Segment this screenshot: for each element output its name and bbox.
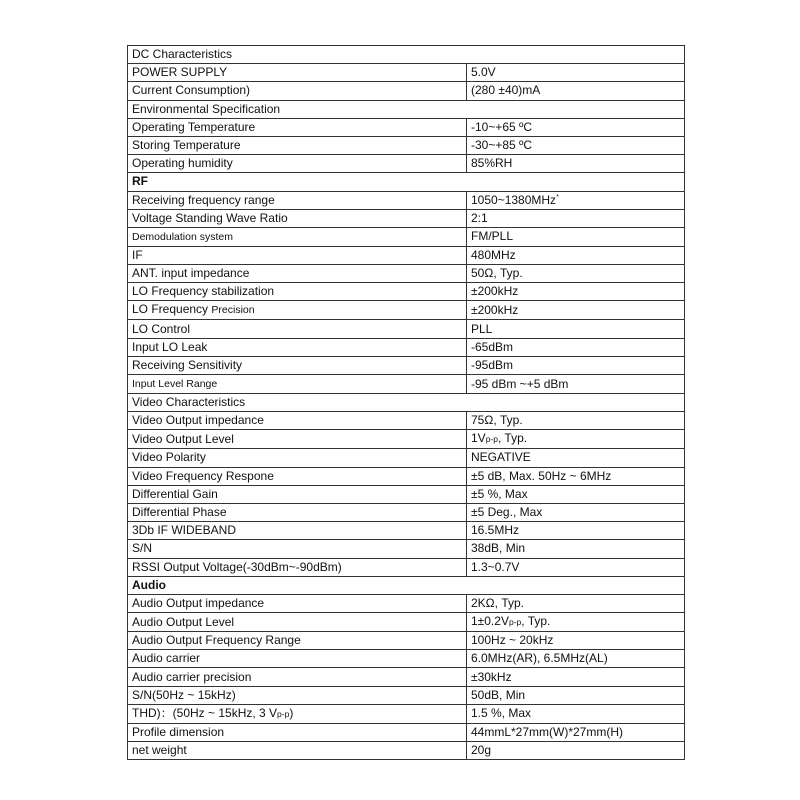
spec-value-text: ±5 Deg., Max	[471, 505, 543, 520]
specification-table-body	[128, 46, 685, 760]
spec-label-text: Audio carrier precision	[132, 669, 252, 684]
spec-value-text: 16.5MHz	[471, 523, 520, 538]
spec-label	[128, 449, 467, 467]
spec-row	[128, 686, 685, 704]
section-title: Environmental Specification	[128, 100, 685, 118]
spec-label-text: Operating Temperature	[132, 119, 256, 134]
spec-label-text: Input Level Range	[132, 378, 218, 390]
spec-row	[128, 412, 685, 430]
spec-label	[128, 82, 467, 100]
spec-row	[128, 742, 685, 760]
spec-label	[128, 412, 467, 430]
spec-row	[128, 704, 685, 723]
section-title: Audio	[128, 576, 685, 594]
spec-label	[128, 265, 467, 283]
spec-value-text: 1050~1380MHz	[471, 192, 557, 207]
spec-row	[128, 64, 685, 82]
spec-label-text: POWER SUPPLY	[132, 65, 228, 80]
spec-label	[128, 118, 467, 136]
spec-value	[467, 227, 685, 246]
spec-row	[128, 485, 685, 503]
spec-value	[467, 594, 685, 612]
spec-row	[128, 449, 685, 467]
spec-label	[128, 356, 467, 374]
spec-value	[467, 320, 685, 338]
spec-label	[128, 191, 467, 209]
spec-row	[128, 338, 685, 356]
spec-value-text: ±200kHz	[471, 302, 519, 317]
section-header-row	[128, 576, 685, 594]
spec-label-text: Storing Temperature	[132, 138, 241, 153]
spec-label	[128, 668, 467, 686]
spec-label-text: S/N	[132, 541, 153, 556]
spec-label	[128, 430, 467, 449]
spec-row	[128, 540, 685, 558]
spec-value-tail: , Typ.	[521, 614, 551, 629]
spec-label-text: S/N(50Hz ~ 15kHz)	[132, 687, 236, 702]
spec-value	[467, 82, 685, 100]
spec-row	[128, 155, 685, 173]
spec-value	[467, 265, 685, 283]
spec-value	[467, 540, 685, 558]
spec-label-text: net weight	[132, 743, 187, 758]
spec-label	[128, 650, 467, 668]
spec-value	[467, 449, 685, 467]
spec-value	[467, 613, 685, 632]
spec-value	[467, 558, 685, 576]
spec-row	[128, 723, 685, 741]
spec-value	[467, 412, 685, 430]
spec-value	[467, 136, 685, 154]
spec-value	[467, 742, 685, 760]
spec-label-text: Audio Output impedance	[132, 595, 265, 610]
spec-value-text: -65dBm	[471, 339, 514, 354]
spec-value	[467, 155, 685, 173]
spec-value-text: 85%RH	[471, 156, 513, 171]
spec-value-text: ±30kHz	[471, 669, 512, 684]
specification-table	[127, 45, 685, 760]
spec-label-text: Video Output Level	[132, 431, 234, 446]
spec-value-text: -95dBm	[471, 357, 514, 372]
spec-value-text: -10~+65 ºC	[471, 119, 533, 134]
spec-value	[467, 485, 685, 503]
spec-label	[128, 136, 467, 154]
spec-value	[467, 356, 685, 374]
spec-value	[467, 704, 685, 723]
spec-row	[128, 594, 685, 612]
spec-label-text: 3Db IF WIDEBAND	[132, 523, 237, 538]
spec-label	[128, 540, 467, 558]
spec-value-text: 50Ω, Typ.	[471, 266, 523, 281]
spec-label	[128, 64, 467, 82]
spec-row	[128, 558, 685, 576]
section-header-row	[128, 100, 685, 118]
spec-label-text: LO Frequency stabilization	[132, 284, 275, 299]
spec-value	[467, 64, 685, 82]
spec-value	[467, 246, 685, 264]
spec-row	[128, 191, 685, 209]
spec-value-text: 2KΩ, Typ.	[471, 595, 524, 610]
spec-value	[467, 338, 685, 356]
spec-value-text: 50dB, Min	[471, 687, 526, 702]
spec-label-text: Receiving frequency range	[132, 192, 275, 207]
spec-value-text: PLL	[471, 321, 493, 336]
spec-label-text: Video Output impedance	[132, 413, 264, 428]
section-header-row	[128, 46, 685, 64]
section-header-row	[128, 394, 685, 412]
spec-label-text: Receiving Sensitivity	[132, 357, 243, 372]
spec-value-text: 44mmL*27mm(W)*27mm(H)	[471, 724, 624, 739]
spec-row	[128, 430, 685, 449]
spec-label-text: IF	[132, 247, 143, 262]
spec-label	[128, 613, 467, 632]
spec-label-text: RSSI Output Voltage(-30dBm~-90dBm)	[132, 559, 342, 574]
spec-label-text: Differential Phase	[132, 505, 227, 520]
spec-label	[128, 338, 467, 356]
spec-row	[128, 650, 685, 668]
spec-row	[128, 356, 685, 374]
spec-label-text: LO Frequency	[132, 302, 209, 317]
spec-label-text: Video Frequency Respone	[132, 468, 274, 483]
spec-row	[128, 320, 685, 338]
spec-value-subscript: p-p	[485, 434, 498, 445]
spec-value-text: ±5 %, Max	[471, 486, 528, 501]
spec-label	[128, 467, 467, 485]
section-title: Video Characteristics	[128, 394, 685, 412]
spec-value-text: NEGATIVE	[471, 450, 531, 465]
spec-row	[128, 82, 685, 100]
spec-value	[467, 522, 685, 540]
spec-label-text: Voltage Standing Wave Ratio	[132, 210, 288, 225]
spec-value	[467, 723, 685, 741]
spec-value-text: 38dB, Min	[471, 541, 526, 556]
spec-value	[467, 283, 685, 301]
spec-value-text: 1V	[471, 431, 486, 446]
spec-label-text: Profile dimension	[132, 724, 225, 739]
spec-value-text: 100Hz ~ 20kHz	[471, 633, 554, 648]
spec-value	[467, 668, 685, 686]
spec-label-text: Audio Output Frequency Range	[132, 633, 301, 648]
spec-value-text: 6.0MHz(AR), 6.5MHz(AL)	[471, 651, 608, 666]
spec-label-text: Audio Output Level	[132, 614, 235, 629]
spec-label	[128, 594, 467, 612]
spec-value-text: 2:1	[471, 210, 488, 225]
spec-label	[128, 558, 467, 576]
spec-label	[128, 227, 467, 246]
spec-label	[128, 686, 467, 704]
section-header-row	[128, 173, 685, 191]
spec-label-text: LO Control	[132, 321, 191, 336]
spec-row	[128, 613, 685, 632]
spec-row	[128, 246, 685, 264]
spec-row	[128, 668, 685, 686]
spec-label-text: Current Consumption)	[132, 83, 251, 98]
spec-row	[128, 503, 685, 521]
spec-label	[128, 742, 467, 760]
spec-label-text: THD)：(50Hz ~ 15kHz, 3 V	[132, 705, 278, 720]
spec-label	[128, 155, 467, 173]
spec-value	[467, 209, 685, 227]
spec-value-superscript: *	[556, 193, 559, 201]
spec-label-text: Video Polarity	[132, 450, 206, 465]
spec-row	[128, 136, 685, 154]
spec-value-text: 1.5 %, Max	[471, 706, 532, 721]
spec-value-text: 5.0V	[471, 65, 496, 80]
spec-value-text: 75Ω, Typ.	[471, 413, 523, 428]
spec-label	[128, 246, 467, 264]
spec-label-subscript: p-p	[277, 708, 290, 719]
spec-label	[128, 632, 467, 650]
spec-row	[128, 375, 685, 394]
spec-row	[128, 227, 685, 246]
spec-row	[128, 209, 685, 227]
spec-row	[128, 118, 685, 136]
spec-row	[128, 283, 685, 301]
spec-value	[467, 686, 685, 704]
spec-value-text: 20g	[471, 743, 492, 758]
spec-label	[128, 522, 467, 540]
spec-value-text: -95 dBm ~+5 dBm	[471, 376, 569, 391]
spec-label	[128, 503, 467, 521]
spec-value-text: 1.3~0.7V	[471, 559, 520, 574]
spec-row	[128, 265, 685, 283]
spec-row	[128, 632, 685, 650]
spec-value	[467, 503, 685, 521]
spec-value-tail: , Typ.	[497, 431, 528, 446]
spec-label-text: Differential Gain	[132, 486, 218, 501]
spec-value	[467, 632, 685, 650]
spec-value-text: FM/PLL	[471, 229, 514, 244]
spec-value-text: ±200kHz	[471, 284, 519, 299]
spec-row	[128, 301, 685, 320]
spec-value	[467, 430, 685, 449]
spec-label	[128, 320, 467, 338]
spec-value	[467, 301, 685, 320]
section-title: RF	[128, 173, 685, 191]
spec-label-tail: )	[289, 705, 294, 720]
spec-value-text: -30~+85 ºC	[471, 138, 533, 153]
spec-label-text: ANT. input impedance	[132, 266, 250, 281]
spec-label	[128, 283, 467, 301]
spec-label	[128, 209, 467, 227]
spec-label	[128, 485, 467, 503]
spec-label	[128, 704, 467, 723]
spec-value	[467, 191, 685, 209]
spec-label-text: Demodulation system	[132, 230, 233, 243]
spec-value-text: 480MHz	[471, 247, 516, 262]
spec-label	[128, 375, 467, 394]
spec-label-text: Operating humidity	[132, 156, 233, 171]
spec-label-suffix: Precision	[211, 304, 255, 317]
spec-value	[467, 650, 685, 668]
spec-label	[128, 301, 467, 320]
spec-value-text: (280 ±40)mA	[471, 83, 541, 98]
spec-value-text: ±5 dB, Max. 50Hz ~ 6MHz	[471, 468, 612, 483]
spec-label-text: Audio carrier	[132, 651, 201, 666]
spec-label	[128, 723, 467, 741]
spec-value	[467, 467, 685, 485]
spec-row	[128, 522, 685, 540]
spec-value-subscript: p-p	[508, 617, 522, 628]
spec-label-text: Input LO Leak	[132, 339, 208, 354]
spec-row	[128, 467, 685, 485]
spec-value	[467, 118, 685, 136]
spec-value-text: 1±0.2V	[471, 614, 509, 629]
section-title: DC Characteristics	[128, 46, 685, 64]
spec-value	[467, 375, 685, 394]
